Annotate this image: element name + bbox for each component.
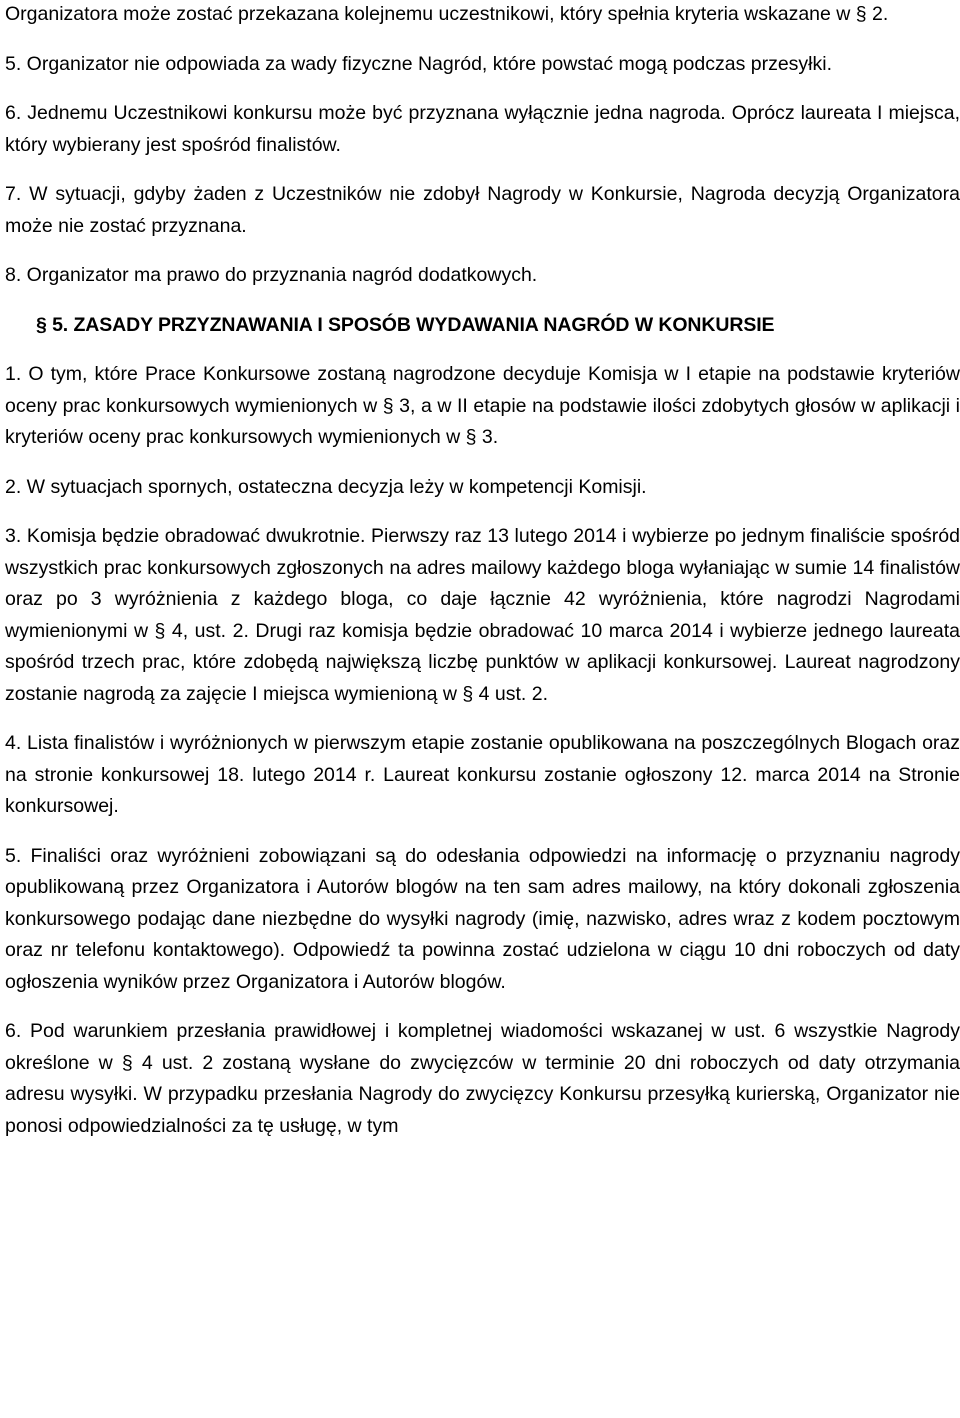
paragraph-point-7: 7. W sytuacji, gdyby żaden z Uczestników nie zdobył Nagrody w Konkursie, Nagroda decyzją Organizatora może nie zostać przyznana. [5,183,960,237]
section-heading: § 5. ZASADY PRZYZNAWANIA I SPOSÓB WYDAWANIA NAGRÓD W KONKURSIE [36,313,775,336]
paragraph-point-5: 5. Organizator nie odpowiada za wady fizyczne Nagród, które powstać mogą podczas przesyłki. [5,52,832,75]
document-page [5,0,960,1160]
paragraph-section5-point-6: 6. Pod warunkiem przesłania prawidłowej i kompletnej wiadomości wskazanej w ust. 6 wszystkie Nagrody określone w § 4 ust. 2 zostaną wysłane do zwycięzców w terminie 20 dni roboczych od daty otrzymania adresu wysyłki. W przypadku przesłania Nagrody do zwycięzcy Konkursu przesyłką kurierską, Organizator nie ponosi odpowiedzialności za tę usługę, w tym [5,1020,960,1137]
paragraph-section5-point-2: 2. W sytuacjach spornych, ostateczna decyzja leży w kompetencji Komisji. [5,475,647,498]
paragraph-section5-point-5: 5. Finaliści oraz wyróżnieni zobowiązani są do odesłania odpowiedzi na informację o przyznaniu nagrody opublikowaną przez Organizatora i Autorów blogów na ten sam adres mailowy, na który dokonali zgłoszenia konkursowego podając dane niezbędne do wysyłki nagrody (imię, nazwisko, adres wraz z kodem pocztowym oraz nr telefonu kontaktowego). Odpowiedź ta powinna zostać udzielona w ciągu 10 dni roboczych od daty ogłoszenia wyników przez Organizatora i Autorów blogów. [5,844,960,993]
paragraph-section5-point-4: 4. Lista finalistów i wyróżnionych w pierwszym etapie zostanie opublikowana na poszczególnych Blogach oraz na stronie konkursowej 18. lutego 2014 r. Laureat konkursu zostanie ogłoszony 12. marca 2014 na Stronie konkursowej. [5,732,960,817]
paragraph-section5-point-3: 3. Komisja będzie obradować dwukrotnie. Pierwszy raz 13 lutego 2014 i wybierze po jednym finaliście spośród wszystkich prac konkursowych zgłoszonych na adres mailowy każdego bloga wyłaniając w sumie 14 finalistów oraz po 3 wyróżnienia z każdego bloga, co daje łącznie 42 wyróżnienia, które nagrodzi Nagrodami wymienionymi w § 4, ust. 2. Drugi raz komisja będzie obradować 10 marca 2014 i wybierze jednego laureata spośród trzech prac, które zdobędą największą liczbę punktów w aplikacji konkursowej. Laureat nagrodzony zostanie nagrodą za zajęcie I miejsca wymienioną w § 4 ust. 2. [5,525,960,705]
paragraph-point-6: 6. Jednemu Uczestnikowi konkursu może być przyznana wyłącznie jedna nagroda. Oprócz laureata I miejsca, który wybierany jest spośród finalistów. [5,102,960,156]
paragraph-point-8: 8. Organizator ma prawo do przyznania nagród dodatkowych. [5,264,538,286]
paragraph-section5-point-1: 1. O tym, które Prace Konkursowe zostaną nagrodzone decyduje Komisja w I etapie na podstawie kryteriów oceny prac konkursowych wymienionych w § 3, a w II etapie na podstawie ilości zdobytych głosów w aplikacji i kryteriów oceny prac konkursowych wymienionych w § 3. [5,363,960,448]
paragraph-continuation: Organizatora może zostać przekazana kolejnemu uczestnikowi, który spełnia kryteria wskazane w § 2. [5,3,889,25]
